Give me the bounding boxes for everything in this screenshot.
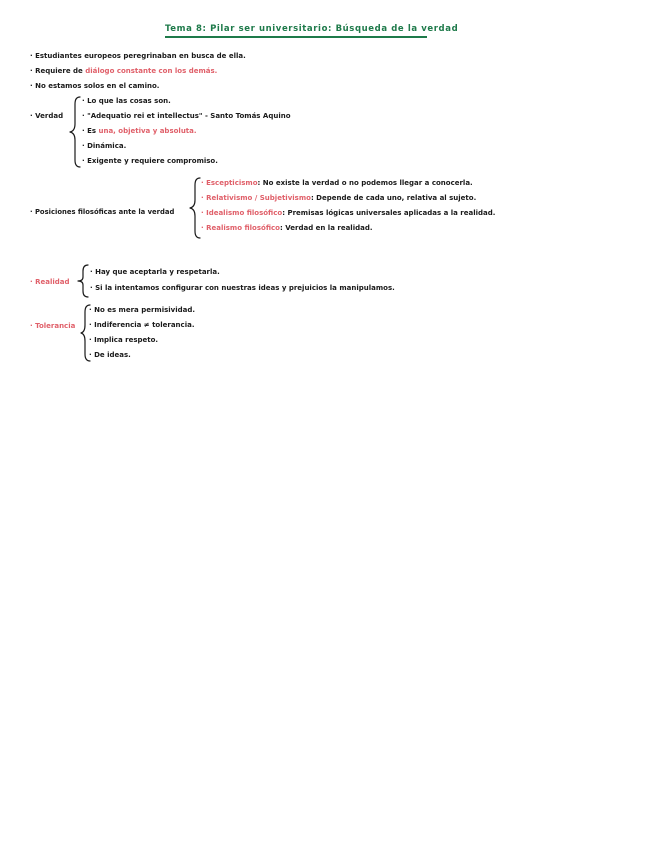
tolerancia-item [89,306,195,315]
verdad-brace [68,96,82,168]
verdad-label: · Verdad [30,112,64,120]
posiciones-item [201,224,373,233]
title-underline [165,36,427,38]
posiciones-item [201,194,476,203]
highlighted-text: · Realismo filosófico [201,224,280,232]
line-text: · No es mera permisividad. [89,306,196,314]
tolerancia-item [89,336,158,345]
page-title [165,24,458,34]
verdad-item [82,112,291,121]
tolerancia-item [89,321,194,330]
intro-line [30,82,159,91]
verdad-item [82,157,218,166]
highlighted-text: · Relativismo / Subjetivismo [201,194,311,202]
line-text: · Estudiantes europeos peregrinaban en busca de ella. [30,52,246,60]
posiciones-item [201,179,473,188]
line-text: : No existe la verdad o no podemos llegar a conocerla. [257,179,473,187]
line-text: · Hay que aceptarla y respetarla. [90,268,220,276]
intro-line [30,67,217,76]
line-text: · "Adequatio rei et intellectus" - Santo Tomás Aquino [82,112,291,120]
highlighted-text: · Escepticismo [201,179,258,187]
tolerancia-label: · Tolerancia [30,322,76,330]
realidad-item [90,268,220,277]
line-text: · No estamos solos en el camino. [30,82,160,90]
line-text: · Es [82,127,99,135]
line-text: : Verdad en la realidad. [279,224,373,232]
title-prefix: Tema 8: [165,24,211,34]
line-text: · Indiferencia ≠ tolerancia. [89,321,195,329]
posiciones-brace [188,177,202,239]
intro-line [30,52,246,61]
line-text: · Lo que las cosas son. [82,97,171,105]
verdad-item [82,127,197,136]
verdad-item [82,97,171,106]
line-text: · Exigente y requiere compromiso. [82,157,218,165]
title-main: Pilar ser universitario: Búsqueda de la verdad [210,24,459,34]
highlighted-text: una, objetiva y absoluta. [98,127,197,135]
line-text: · Dinámica. [82,142,127,150]
realidad-label: · Realidad [30,278,70,286]
highlighted-text: · Idealismo filosófico [201,209,283,217]
line-text: : Premisas lógicas universales aplicadas a la realidad. [282,209,496,217]
line-text: : Depende de cada uno, relativa al sujeto. [310,194,477,202]
posiciones-item [201,209,495,218]
realidad-item [90,284,395,293]
posiciones-label: · Posiciones filosóficas ante la verdad [30,208,175,216]
line-text: · De ideas. [89,351,131,359]
verdad-item [82,142,126,151]
line-text: · Requiere de [30,67,86,75]
realidad-brace [76,264,90,298]
line-text: · Si la intentamos configurar con nuestras ideas y prejuicios la manipulamos. [90,284,395,292]
line-text: · Implica respeto. [89,336,159,344]
tolerancia-item [89,351,131,360]
highlighted-text: diálogo constante con los demás. [85,67,218,75]
